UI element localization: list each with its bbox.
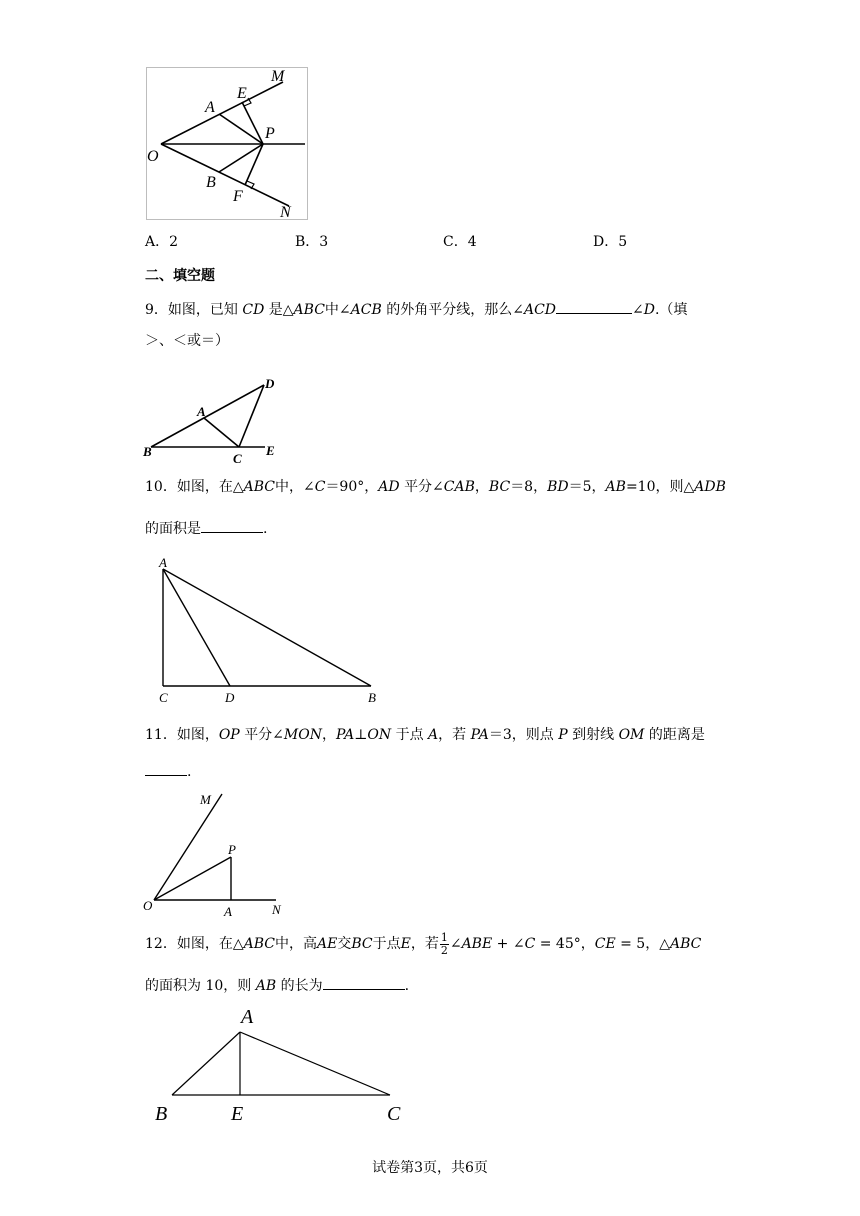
- q12-text-line1: 12．如图，在△ABC中，高AE交BC于点E，若 $\frac{1}{2}$ ∠ABE + ∠C = 45°，CE = 5，△ABC: [145, 930, 702, 957]
- label-b: B: [206, 174, 216, 191]
- choice-letter: C．: [443, 234, 468, 250]
- answer-blank[interactable]: [145, 760, 187, 776]
- q9-text-line2: ＞、＜或＝）: [145, 333, 229, 349]
- label-a: A: [197, 404, 206, 419]
- q10-figure: [150, 552, 390, 704]
- label-e: E: [231, 1103, 244, 1125]
- q10-text-line1: 10．如图，在△ABC中，∠C＝90°，AD 平分∠CAB，BC＝8，BD＝5，AB=10，则△ADB: [145, 479, 726, 495]
- q11-figure: [140, 790, 290, 920]
- q9-diagram: [140, 372, 290, 464]
- q12-text-line2: 的面积为 10，则 AB 的长为 .: [145, 974, 409, 996]
- choice-c: [443, 231, 477, 251]
- q10-text-line2: 的面积是 .: [145, 517, 267, 539]
- label-e: E: [266, 443, 275, 458]
- label-m: M: [200, 792, 211, 807]
- choice-letter: A．: [145, 234, 170, 250]
- section-heading: 二、填空题: [145, 268, 215, 284]
- label-p: P: [265, 125, 275, 142]
- label-e: E: [237, 85, 247, 102]
- answer-blank[interactable]: [556, 298, 632, 314]
- segment-ac: [240, 1032, 390, 1095]
- q9-figure: [140, 372, 290, 464]
- label-p: P: [228, 842, 236, 857]
- label-m: M: [271, 68, 285, 85]
- choice-value: 4: [467, 234, 477, 250]
- segment-cd: [239, 385, 264, 447]
- ray-on: [161, 144, 289, 206]
- segment-ad: [163, 569, 230, 686]
- segment-ap: [219, 114, 263, 144]
- label-b: B: [155, 1103, 168, 1125]
- ray-om: [154, 794, 222, 900]
- label-n: N: [272, 902, 281, 917]
- choice-b: [295, 231, 328, 251]
- label-c: C: [159, 690, 168, 704]
- q10-diagram: [150, 552, 390, 704]
- q11-text-line2: .: [145, 760, 191, 782]
- choice-letter: D．: [593, 234, 619, 250]
- q8-diagram: [147, 68, 307, 219]
- label-c: C: [233, 451, 242, 464]
- label-n: N: [280, 204, 291, 219]
- label-o: O: [147, 148, 159, 165]
- label-b: B: [143, 444, 152, 459]
- line-bd: [151, 385, 264, 447]
- q12-figure: [150, 1002, 410, 1130]
- choice-value: 3: [319, 234, 329, 250]
- label-a: A: [205, 99, 215, 116]
- choice-letter: B．: [295, 234, 320, 250]
- label-d: D: [265, 376, 275, 391]
- answer-blank[interactable]: [201, 517, 263, 533]
- label-a: A: [159, 555, 167, 570]
- q11-diagram: [140, 790, 290, 920]
- label-a: A: [224, 904, 232, 919]
- choice-a: [145, 231, 178, 251]
- q8-figure: [146, 67, 308, 220]
- segment-ac: [204, 418, 239, 447]
- choice-value: 2: [169, 234, 179, 250]
- label-f: F: [233, 188, 243, 205]
- label-b: B: [368, 690, 376, 704]
- answer-blank[interactable]: [323, 974, 405, 990]
- label-c: C: [387, 1103, 401, 1125]
- q12-diagram: [150, 1002, 410, 1130]
- page-footer: 试卷第3页，共6页: [372, 1160, 488, 1176]
- label-a: A: [241, 1006, 254, 1028]
- segment-ab: [172, 1032, 240, 1095]
- segment-ab: [163, 569, 371, 686]
- q11-text-line1: 11．如图，OP 平分∠MON，PA⊥ON 于点 A，若 PA＝3，则点 P 到射线 OM 的距离是: [145, 727, 705, 743]
- choice-d: [593, 231, 627, 251]
- segment-op: [154, 857, 231, 900]
- label-d: D: [225, 690, 235, 704]
- fraction: $\frac{1}{2}$: [440, 930, 448, 957]
- label-o: O: [143, 898, 153, 913]
- q9-text-line1: 9．如图，已知 CD 是△ABC中∠ACB 的外角平分线，那么∠ACD ∠D.（填: [145, 298, 687, 320]
- choice-value: 5: [618, 234, 628, 250]
